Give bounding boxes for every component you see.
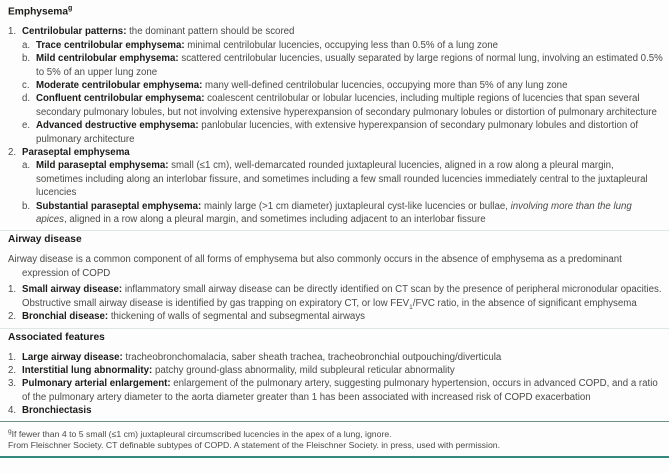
section-airway-disease	[0, 234, 669, 323]
section-title	[8, 234, 663, 246]
item-text: enlargement of the pulmonary artery, suggesting pulmonary hypertension, occurs in advanced COPD, and a ratio of the pulmonary artery diameter to the aorta diameter greater than 1 has been associated with increased risk of COPD exacerbation	[22, 378, 658, 403]
section-title-text: Emphysema	[8, 6, 69, 18]
item-label: Moderate centrilobular emphysema:	[36, 80, 203, 92]
item-text: mainly large (>1 cm diameter) juxtapleural cyst-like lucencies or bullae,	[201, 200, 511, 212]
section-intro: Airway disease is a common component of all forms of emphysema but also commonly occurs in the absence of emphysema as a predominant expression of COPD	[8, 254, 622, 279]
associated-features-list	[8, 351, 663, 418]
footnote-marker: g	[68, 5, 73, 12]
item-marker: b.	[22, 53, 31, 65]
item-marker: 2.	[8, 147, 17, 159]
item-label: Large airway disease:	[22, 351, 123, 363]
item-label: Small airway disease:	[22, 284, 123, 296]
list-subitem	[8, 79, 663, 92]
item-label: Bronchiectasis	[22, 405, 92, 417]
list-item	[8, 351, 663, 364]
item-marker: 1.	[8, 284, 17, 296]
item-label: Pulmonary arterial enlargement:	[22, 378, 171, 390]
list-subitem	[8, 92, 663, 119]
item-label: Confluent centrilobular emphysema:	[36, 93, 205, 105]
footnote	[8, 426, 663, 441]
item-label: Centrilobular patterns:	[22, 26, 127, 38]
item-label: Paraseptal emphysema	[22, 147, 130, 159]
section-title-text: Airway disease	[8, 234, 82, 246]
item-text-italic: involving more than the lung apices	[36, 200, 632, 226]
footnote-text: If fewer than 4 to 5 small (≤1 cm) juxtapleural circumscribed lucencies in the apex of a lung, ignore.	[11, 428, 392, 439]
item-marker: 3.	[8, 378, 17, 390]
item-label: Mild centrilobular emphysema:	[36, 53, 179, 65]
item-marker: 1.	[8, 26, 17, 38]
item-text: small (≤1 cm), well-demarcated rounded juxtapleural lucencies, aligned in a row along a pleural margin, sometimes including along an interlobar fissure, and sometimes including a few small rounded lucencies immediately central to the juxtapleural lucencies	[36, 160, 648, 199]
section-title-text: Associated features	[8, 331, 105, 343]
list-item	[8, 310, 663, 323]
list-item	[8, 404, 663, 417]
list-item	[8, 25, 663, 38]
list-item	[8, 377, 663, 404]
item-marker: a.	[22, 160, 31, 172]
item-marker: a.	[22, 39, 31, 51]
emphysema-list	[8, 25, 663, 226]
table-footnotes	[0, 422, 669, 452]
item-text-subscript: 1	[409, 303, 413, 311]
item-text: /FVC ratio, in the absence of significant emphysema	[412, 297, 637, 309]
item-label: Trace centrilobular emphysema:	[36, 39, 185, 51]
item-text: minimal centrilobular lucencies, occupying less than 0.5% of a lung zone	[184, 39, 499, 51]
item-marker: b.	[22, 200, 31, 212]
item-marker: e.	[22, 120, 31, 132]
source-attribution	[8, 440, 663, 452]
item-text: scattered centrilobular lucencies, usually separated by large regions of normal lung, involving an estimated 0.5% to 5% of an upper lung zone	[36, 53, 663, 78]
item-marker: 1.	[8, 351, 17, 363]
item-marker: 2.	[8, 311, 17, 323]
item-text: thickening of walls of segmental and subsegmental airways	[108, 311, 366, 323]
section-title	[8, 3, 663, 18]
list-subitem	[8, 39, 663, 52]
list-subitem	[8, 200, 663, 227]
footnote-marker: g	[8, 427, 12, 435]
item-text: patchy ground-glass abnormality, mild subpleural reticular abnormality	[152, 364, 455, 376]
item-text: panlobular lucencies, with extensive hyperexpansion of secondary pulmonary lobules and distortion of pulmonary architecture	[36, 120, 639, 145]
item-text: the dominant pattern should be scored	[126, 26, 295, 38]
item-text: many well-defined centrilobular lucencies, occupying more than 5% of any lung zone	[202, 80, 568, 92]
list-subitem	[8, 119, 663, 146]
list-subitem	[8, 52, 663, 79]
item-label: Advanced destructive emphysema:	[36, 120, 199, 132]
list-item	[8, 146, 663, 159]
list-item	[8, 283, 663, 310]
item-label: Mild paraseptal emphysema:	[36, 160, 169, 172]
item-marker: c.	[22, 80, 30, 92]
item-text: tracheobronchomalacia, saber sheath trachea, tracheobronchial outpouching/diverticula	[122, 351, 502, 363]
airway-list	[8, 283, 663, 323]
section-associated-features	[0, 332, 669, 418]
list-subitem	[8, 159, 663, 199]
section-divider	[0, 230, 669, 231]
item-marker: d.	[22, 93, 31, 105]
section-emphysema	[0, 3, 669, 226]
footnote-text: From Fleischner Society. CT definable subtypes of COPD. A statement of the Fleischner Society. in press, used with permission.	[8, 440, 501, 451]
section-divider	[0, 328, 669, 329]
item-text: coalescent centrilobular or lobular lucencies, including multiple regions of lucencies that span several secondary pulmonary lobules, but not involving extensive hyperexpansion of secondary pulmonary lobules or distortion of pulmonary architecture	[36, 93, 657, 118]
item-text: , aligned in a row along a pleural margin, and sometimes including adjacent to an interlobar fissure	[64, 214, 486, 226]
item-marker: 2.	[8, 364, 17, 376]
item-label: Interstitial lung abnormality:	[22, 364, 153, 376]
table-bottom-rule	[0, 456, 669, 458]
item-label: Bronchial disease:	[22, 311, 109, 323]
item-label: Substantial paraseptal emphysema:	[36, 200, 202, 212]
section-title	[8, 332, 663, 344]
list-item	[8, 364, 663, 377]
item-text: inflammatory small airway disease can be directly identified on CT scan by the presence of peripheral micronodular opacities. Obstructive small airway disease is identified by gas trapping on expiratory CT, or low FEV	[22, 284, 662, 309]
item-marker: 4.	[8, 405, 17, 417]
